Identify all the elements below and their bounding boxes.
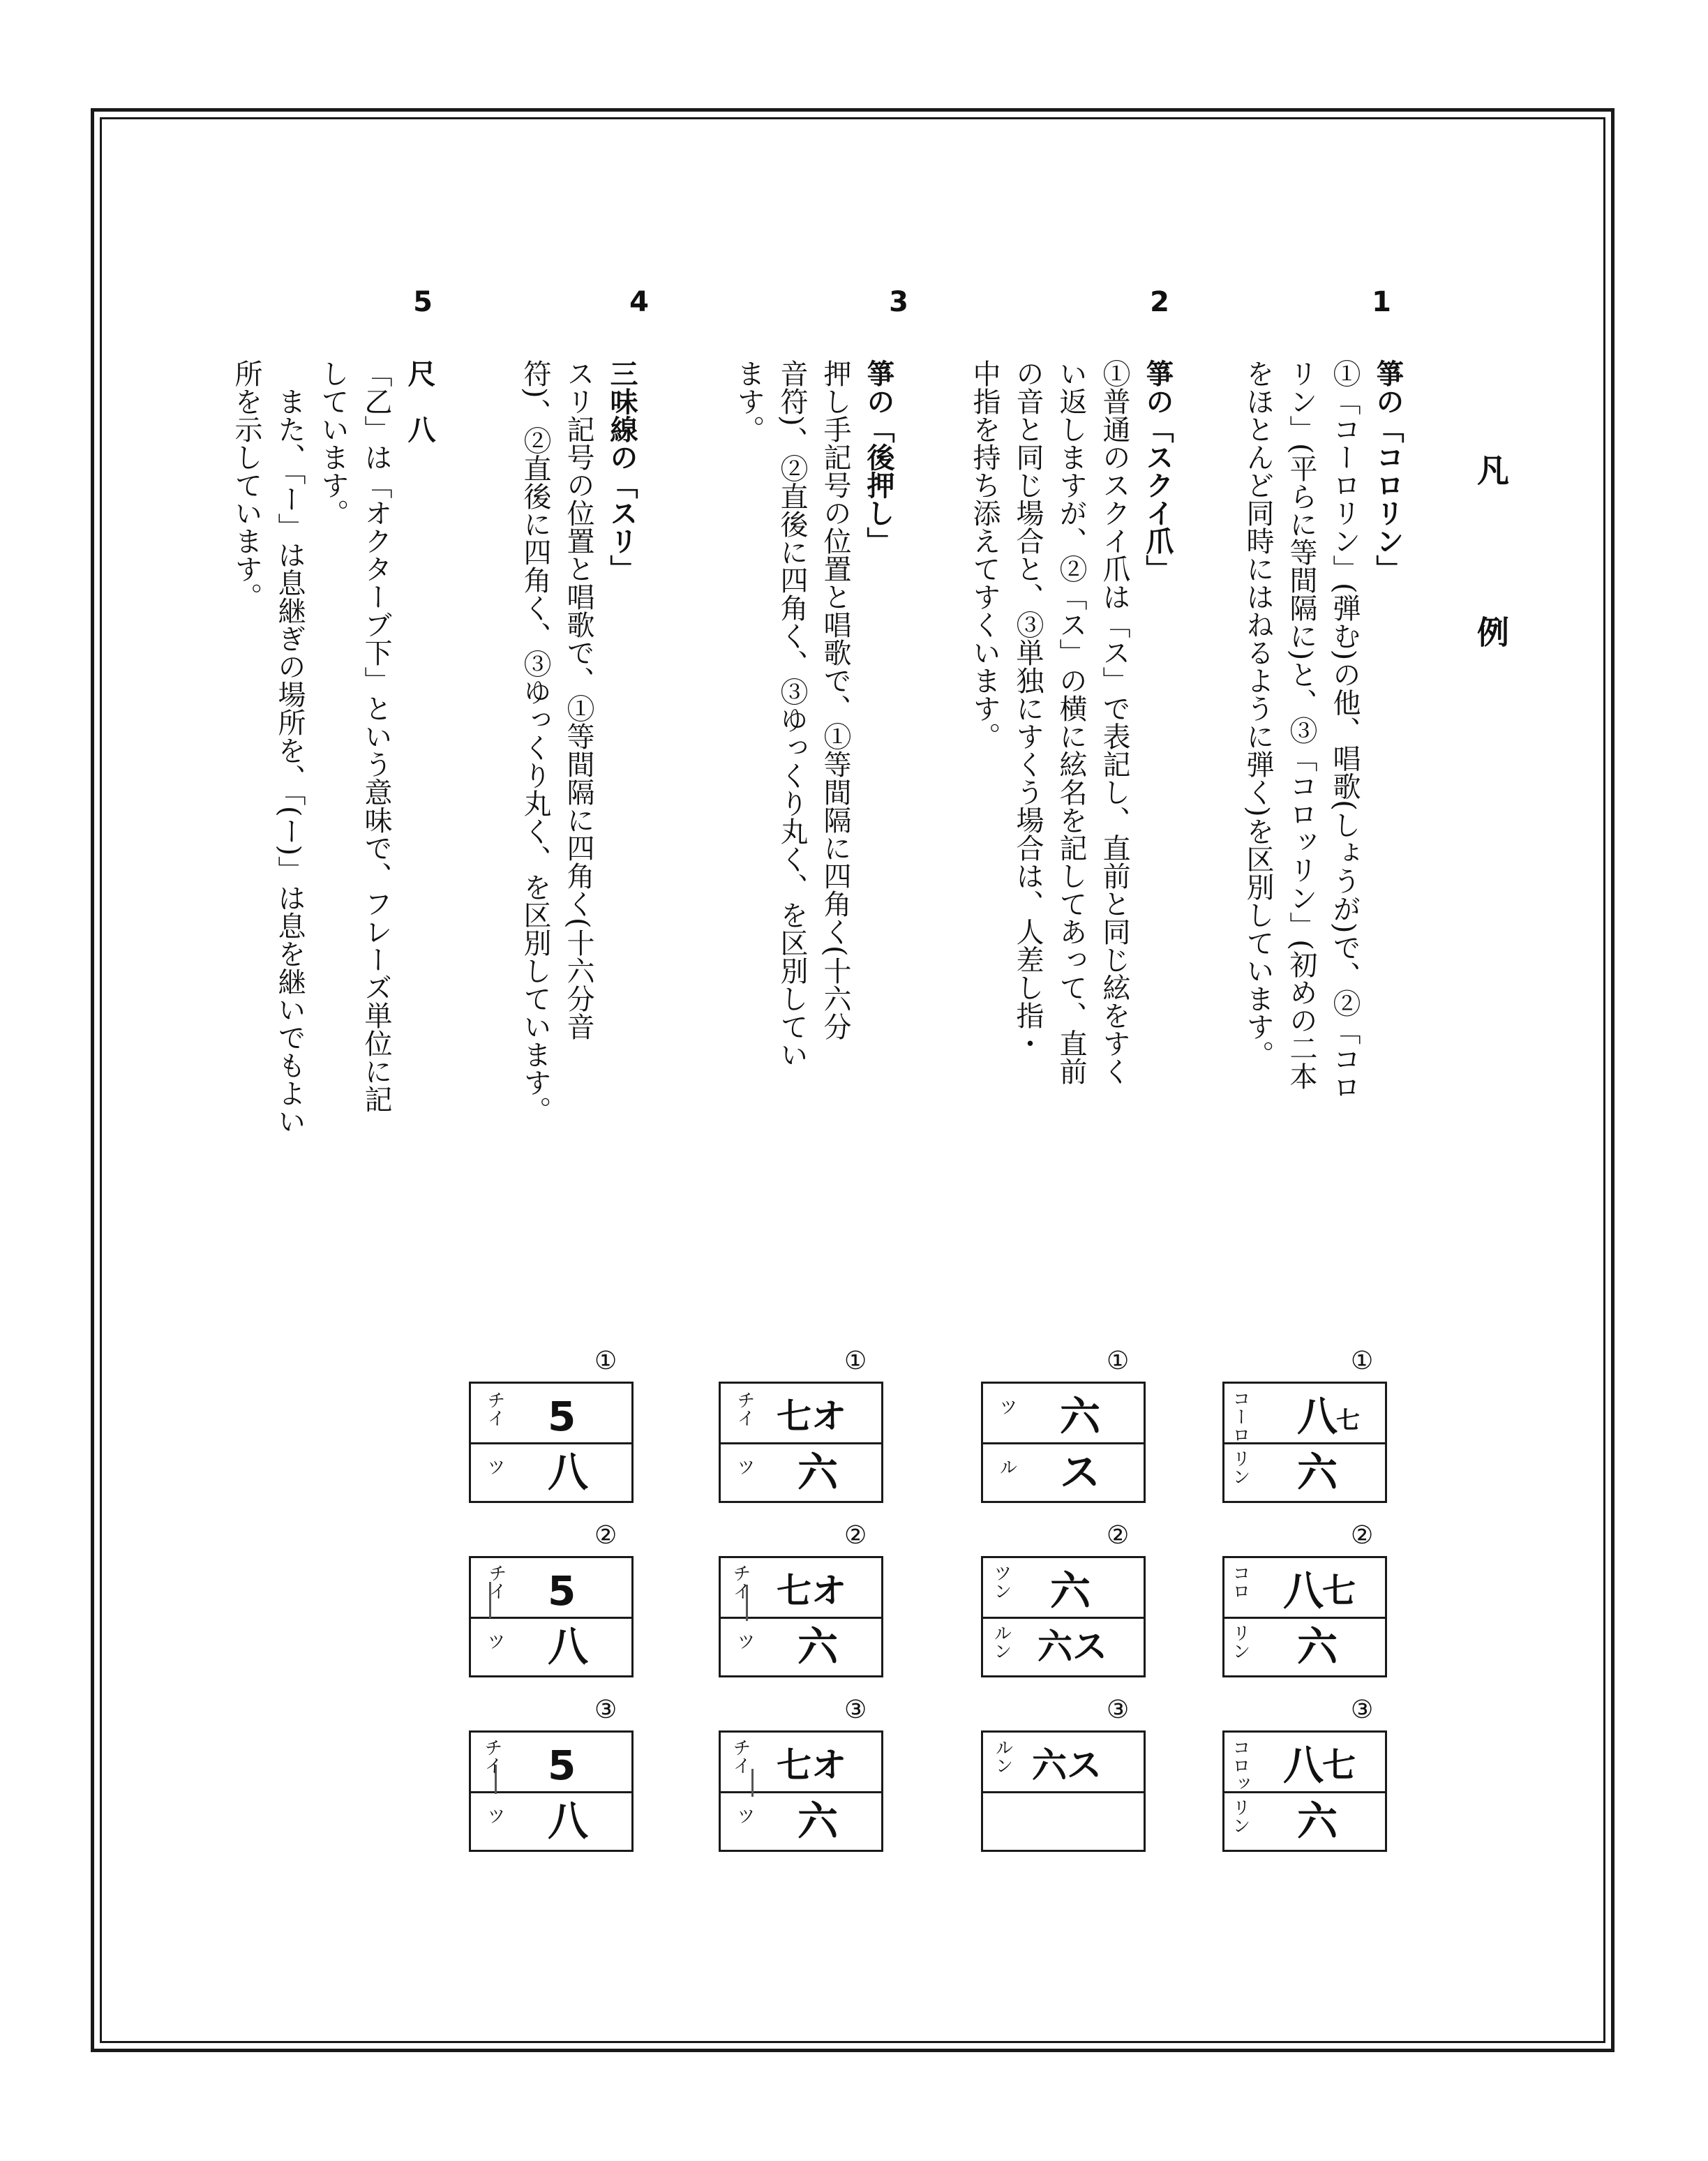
card-bottom-label: ツ — [484, 1632, 505, 1650]
card-bottom-symbol: 六 — [1297, 1623, 1338, 1670]
atooshi-card-1 — [719, 1382, 883, 1503]
section-4-line: スリ記号の位置と唱歌で、①等間隔に四角く(十六分音 — [562, 359, 594, 1040]
card-top-label: コーロ — [1229, 1389, 1250, 1444]
card-divider — [983, 1617, 1144, 1619]
card-top-symbol: 七オ — [777, 1745, 846, 1786]
circled-number: ③ — [594, 1696, 617, 1724]
card-top-label: コロ — [1229, 1564, 1250, 1600]
card-bottom-label: ツ — [734, 1807, 755, 1825]
section-2-line: の音と同じ場合と、③単独にすくう場合は、人差し指・ — [1012, 359, 1044, 1057]
card-top-small-symbol: 七 — [1336, 1407, 1360, 1435]
card-divider — [983, 1442, 1144, 1444]
card-top-label: チイ — [730, 1738, 751, 1774]
card-top-symbol: 六 — [1050, 1567, 1091, 1615]
card-bottom-symbol: 六 — [797, 1623, 839, 1670]
section-3-text — [733, 359, 900, 1322]
card-bottom-label: ツ — [484, 1458, 505, 1476]
card-top-symbol: 5 — [548, 1742, 576, 1789]
suri-card-1 — [469, 1382, 634, 1503]
section-5-heading: 尺 八 — [403, 359, 435, 443]
card-bottom-label: ツ — [734, 1632, 755, 1650]
card-bottom-symbol: 六 — [797, 1797, 839, 1845]
section-2-line: い返しますが、②「ス」の横に絃名を記してあって、直前 — [1055, 359, 1087, 1085]
card-divider — [471, 1442, 631, 1444]
card-top-label: チイ — [486, 1564, 507, 1600]
circled-number: ① — [844, 1347, 867, 1375]
kororin-card-1 — [1222, 1382, 1387, 1503]
card-top-label: チイ — [734, 1391, 755, 1427]
section-2-line: 中指を持ち添えてすくいます。 — [968, 359, 1001, 750]
section-3-heading: 箏の「後押し」 — [862, 359, 894, 555]
atooshi-card-2 — [719, 1556, 883, 1677]
section-4-line: 符)、②直後に四角く、③ゆっくり丸く、を区別しています。 — [519, 359, 551, 1124]
sukui-card-1 — [981, 1382, 1146, 1503]
circled-number: ③ — [844, 1696, 867, 1724]
card-top-symbol: 七オ — [777, 1396, 846, 1437]
section-1-number: 1 — [1372, 286, 1391, 318]
section-1-line: をほとんど同時にはねるように弾く)を区別しています。 — [1242, 359, 1274, 1068]
card-top-label: チイ — [484, 1391, 505, 1427]
section-2-heading: 箏の「スクイ爪」 — [1141, 359, 1174, 583]
suri-card-2 — [469, 1556, 634, 1677]
section-3-line: 音符)、②直後に四角く、③ゆっくり丸く、を区別してい — [776, 359, 808, 1068]
card-divider — [721, 1791, 881, 1793]
card-bottom-symbol: 八 — [548, 1623, 589, 1670]
atooshi-card-3 — [719, 1730, 883, 1852]
section-3-line: ます。 — [733, 359, 765, 443]
card-divider — [721, 1442, 881, 1444]
card-bottom-label: ル — [996, 1458, 1017, 1476]
card-bottom-symbol: 六ス — [1037, 1627, 1107, 1667]
circled-number: ① — [1107, 1347, 1130, 1375]
card-bottom-symbol: 六 — [1297, 1797, 1338, 1845]
section-5-number: 5 — [413, 286, 433, 318]
card-bottom-label: リン — [1229, 1624, 1250, 1660]
kororin-card-3 — [1222, 1730, 1387, 1852]
card-divider — [721, 1617, 881, 1619]
card-top-symbol: 八 — [1283, 1742, 1324, 1789]
section-3-number: 3 — [889, 286, 908, 318]
section-1-line: ①「コーロリン」(弾む)の他、唱歌(しょうが)で、②「コロ — [1328, 359, 1361, 1101]
oshi-mark — [751, 1769, 754, 1797]
card-bottom-label: ツ — [484, 1807, 505, 1825]
section-4-heading: 三味線の「スリ」 — [606, 359, 638, 583]
card-bottom-symbol: ス — [1060, 1449, 1101, 1496]
card-top-small-symbol: 七 — [1322, 1746, 1356, 1785]
card-top-symbol: 六 — [1060, 1393, 1101, 1440]
circled-number: ② — [844, 1521, 867, 1550]
card-top-symbol: 六ス — [1032, 1745, 1102, 1786]
card-bottom-label: ルン — [991, 1624, 1012, 1660]
card-top-label: ツ — [996, 1398, 1017, 1416]
sukui-card-2 — [981, 1556, 1146, 1677]
card-top-label: コロッ — [1229, 1738, 1250, 1793]
card-bottom-symbol: 八 — [548, 1449, 589, 1496]
section-5-line: 「乙」は「オクターブ下」という意味で、フレーズ単位に記 — [360, 359, 392, 1113]
card-bottom-label: ツ — [734, 1458, 755, 1476]
card-top-small-symbol: 七 — [1322, 1571, 1356, 1610]
section-1-heading: 箏の「コロリン」 — [1372, 359, 1404, 583]
card-bottom-symbol: 六 — [1297, 1449, 1338, 1496]
section-3-line: 押し手記号の位置と唱歌で、①等間隔に四角く(十六分 — [819, 359, 851, 1040]
section-2-line: ①普通のスクイ爪は「ス」で表記し、直前と同じ絃をすく — [1098, 359, 1130, 1085]
circled-number: ② — [1351, 1521, 1374, 1550]
section-5-line: しています。 — [317, 359, 349, 527]
card-divider — [983, 1791, 1144, 1793]
page-title: 凡 例 — [1472, 454, 1510, 696]
section-4-text — [519, 359, 643, 1322]
section-4-number: 4 — [629, 286, 649, 318]
card-top-symbol: 八 — [1283, 1567, 1324, 1615]
section-5-text — [232, 359, 441, 1322]
circled-number: ③ — [1351, 1696, 1374, 1724]
card-top-label: チイ — [481, 1738, 502, 1774]
circled-number: ② — [594, 1521, 617, 1550]
section-1-line: リン」(平らに等間隔に)と、③「コロッリン」(初めの二本 — [1285, 359, 1317, 1090]
card-top-symbol: 七オ — [777, 1571, 846, 1611]
card-bottom-symbol: 八 — [548, 1797, 589, 1845]
card-divider — [1224, 1617, 1385, 1619]
sukui-card-3 — [981, 1730, 1146, 1852]
card-bottom-label: リン — [1229, 1798, 1250, 1834]
card-divider — [471, 1617, 631, 1619]
card-bottom-label: リン — [1229, 1449, 1250, 1486]
section-5-line: 所を示しています。 — [230, 359, 262, 611]
suri-card-3 — [469, 1730, 634, 1852]
card-top-label: ルン — [992, 1738, 1013, 1774]
card-top-symbol: 5 — [548, 1393, 576, 1440]
circled-number: ② — [1107, 1521, 1130, 1550]
circled-number: ① — [594, 1347, 617, 1375]
card-top-symbol: 八 — [1297, 1393, 1338, 1440]
circled-number: ③ — [1107, 1696, 1130, 1724]
card-top-label: チイ — [730, 1564, 751, 1600]
card-top-label: ツン — [991, 1564, 1012, 1600]
circled-number: ① — [1351, 1347, 1374, 1375]
section-5-line: また、「ー」は息継ぎの場所を、「(ー)」は息を継いでもよい — [274, 359, 306, 1135]
card-top-symbol: 5 — [548, 1567, 576, 1615]
section-2-text — [968, 359, 1179, 1322]
card-bottom-symbol: 六 — [797, 1449, 839, 1496]
section-1-text — [1242, 359, 1409, 1322]
kororin-card-2 — [1222, 1556, 1387, 1677]
section-2-number: 2 — [1150, 286, 1169, 318]
